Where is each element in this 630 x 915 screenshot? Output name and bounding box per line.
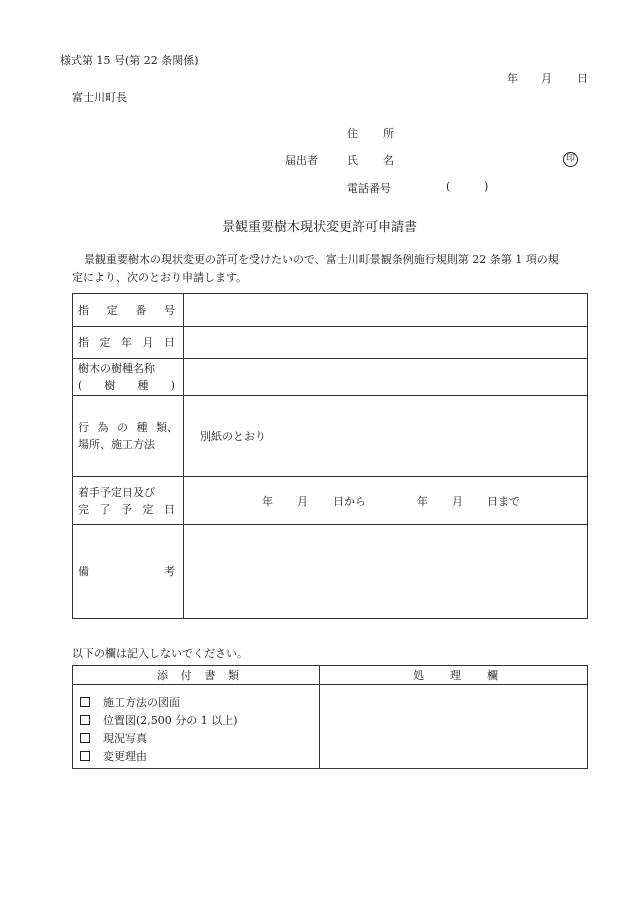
attachments-header-row (73, 666, 588, 685)
char: 了 (99, 502, 111, 516)
tree-name-field[interactable] (184, 359, 588, 396)
from-day-label: 日から (333, 495, 366, 508)
schedule-line-1: 着手予定日及び (78, 485, 155, 499)
designation-number-field[interactable] (184, 294, 588, 327)
applicant-role: 届出者 (285, 154, 318, 167)
char: 理 (450, 669, 461, 682)
label-designation-date (73, 327, 184, 359)
attachment-label: 施工方法の図面 (103, 696, 180, 709)
checkbox[interactable] (80, 697, 90, 707)
remarks-field[interactable] (184, 525, 588, 619)
char: 種 (137, 379, 149, 392)
schedule-field[interactable] (184, 477, 588, 525)
char: 定 (99, 336, 111, 349)
char: 完 (78, 502, 89, 516)
char: ( (78, 379, 83, 392)
action-field[interactable] (184, 396, 588, 477)
row-remarks (73, 525, 588, 619)
char: 号 (163, 303, 175, 317)
char: 指 (78, 303, 89, 317)
row-tree-name (73, 359, 588, 396)
char: 欄 (487, 669, 498, 682)
label-schedule (73, 477, 184, 525)
row-designation-date (73, 327, 588, 359)
address-label-2: 所 (383, 127, 394, 140)
checkbox[interactable] (80, 733, 90, 743)
char: ) (170, 379, 175, 392)
name-label-2: 名 (383, 154, 394, 167)
char: 日 (164, 502, 175, 516)
label-remarks (73, 525, 184, 619)
char: の (117, 421, 128, 434)
char: 種 (136, 421, 148, 434)
phone-paren-close: ) (484, 180, 489, 193)
label-designation-number (73, 294, 184, 327)
attachments-list (73, 685, 320, 769)
char: 類、 (156, 421, 178, 434)
addressee: 富士川町長 (72, 91, 127, 104)
list-item (73, 693, 319, 711)
row-designation-number (73, 294, 588, 327)
intro-line-2: 定により、次のとおり申請します。 (72, 271, 248, 284)
char: 樹 (104, 379, 116, 392)
char: 定 (142, 502, 154, 516)
intro-line-1: 景観重要樹木の現状変更の許可を受けたいので、富士川町景観条例施行規則第 22 条第 1 項の規 (84, 253, 559, 266)
application-table (72, 293, 588, 619)
attachment-label: 現況写真 (103, 732, 147, 745)
char: 添 (157, 669, 168, 682)
char: 類 (227, 669, 239, 682)
document-title: 景観重要樹木現状変更許可申請書 (222, 220, 418, 235)
char: 指 (78, 336, 89, 349)
list-item (73, 711, 319, 729)
attachments-table (72, 665, 588, 769)
char: 予 (121, 502, 132, 516)
attachment-label: 位置図(2,500 分の 1 以上) (103, 714, 238, 727)
address-label-1: 住 (347, 127, 358, 140)
from-month-label: 月 (297, 495, 308, 508)
notice-text: 以下の欄は記入しないでください。 (72, 647, 248, 660)
char: 日 (164, 336, 175, 349)
form-number: 様式第 15 号(第 22 条関係) (60, 54, 199, 67)
list-item (73, 747, 319, 765)
from-year-label: 年 (262, 495, 273, 508)
row-schedule (73, 477, 588, 525)
phone-label: 電話番号 (347, 182, 391, 195)
char: 番 (135, 303, 147, 317)
action-line-2: 場所、施工方法 (78, 438, 155, 451)
char: 月 (142, 336, 154, 349)
char: 定 (106, 303, 118, 317)
seal-mark (563, 151, 578, 167)
attachments-body-row (73, 685, 588, 769)
date-month-label: 月 (541, 72, 552, 85)
char: 為 (97, 421, 109, 434)
attachments-header (73, 666, 320, 685)
seal-icon: 印 (563, 152, 578, 167)
row-action (73, 396, 588, 477)
date-year-label: 年 (507, 72, 518, 85)
checkbox[interactable] (80, 715, 90, 725)
checkbox[interactable] (80, 751, 90, 761)
action-value: 別紙のとおり (200, 430, 266, 443)
phone-paren-open: ( (446, 180, 451, 193)
char: 付 (180, 669, 192, 682)
char: 年 (121, 336, 132, 349)
char: 備 (78, 565, 89, 578)
char: 処 (413, 669, 424, 682)
date-day-label: 日 (577, 72, 588, 85)
to-day-label: 日まで (487, 495, 520, 508)
char: 書 (204, 669, 216, 682)
attachment-label: 変更理由 (103, 750, 147, 763)
name-label-1: 氏 (347, 154, 358, 167)
label-action (73, 396, 184, 477)
processing-header (320, 666, 588, 685)
tree-name-line-1: 樹木の樹種名称 (78, 362, 155, 375)
list-item (73, 729, 319, 747)
char: 行 (78, 421, 89, 434)
designation-date-field[interactable] (184, 327, 588, 359)
to-year-label: 年 (417, 495, 428, 508)
processing-field (320, 685, 588, 769)
label-tree-name (73, 359, 184, 396)
char: 考 (164, 565, 175, 578)
to-month-label: 月 (452, 495, 463, 508)
